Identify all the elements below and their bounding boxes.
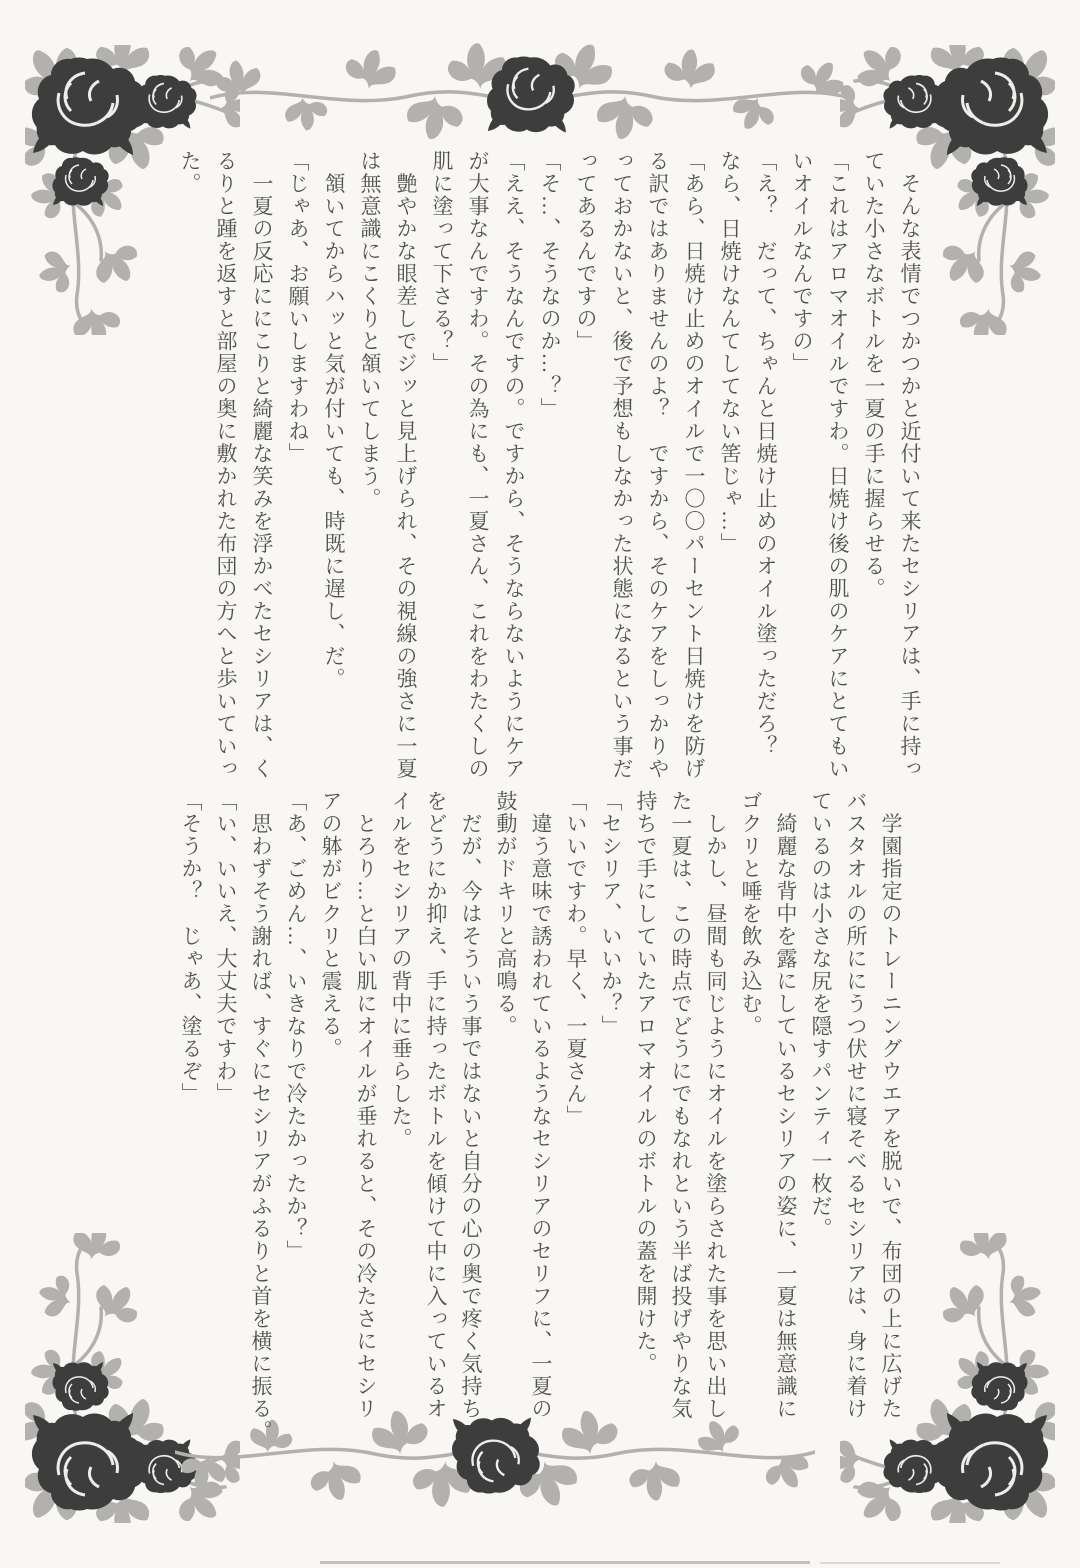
text-line: ているのは小さな尻を隠すパンティ一枚だ。 xyxy=(809,790,833,1240)
text-line: 「あ、ごめん…、いきなりで冷たかったか？」 xyxy=(284,790,308,1263)
text-line: ていた小さなボトルを一夏の手に握らせる。 xyxy=(862,150,886,600)
text-line: しかし、昼間も同じようにオイルを塗らされた事を思い出し xyxy=(704,790,728,1420)
text-line: 「いいですわ。早く、一夏さん」 xyxy=(564,790,588,1128)
text-line: とろり…と白い肌にオイルが垂れると、その冷たさにセシリ xyxy=(354,790,378,1420)
text-line: が大事なんですわ。その為にも、一夏さん、これをわたくしの xyxy=(466,150,490,780)
text-line: 「い、いいえ、大丈夫ですわ」 xyxy=(214,790,238,1105)
text-block-top xyxy=(172,150,928,850)
text-line: 「ええ、そうなんですの。ですから、そうならないようにケア xyxy=(502,150,526,780)
text-line: イルをセシリアの背中に垂らした。 xyxy=(389,790,413,1150)
text-line: 肌に塗って下さる？」 xyxy=(430,150,454,375)
text-line: 学園指定のトレーニングウエアを脱いで、布団の上に広げた xyxy=(879,790,903,1420)
text-line: バスタオルの所ににうつ伏せに寝そべるセシリアは、身に着け xyxy=(844,790,868,1420)
text-line: 艶やかな眼差しでジッと見上げられ、その視線の強さに一夏 xyxy=(394,150,418,780)
text-line: ってあるんですの」 xyxy=(574,150,598,353)
text-line: 「あら、日焼け止めのオイルで一〇〇パーセント日焼けを防げ xyxy=(682,150,706,780)
scan-edge-artifact xyxy=(320,1561,810,1564)
text-line: いオイルなんですの」 xyxy=(790,150,814,375)
text-line: た。 xyxy=(178,150,202,195)
text-line: 違う意味で誘われているようなセシリアのセリフに、一夏の xyxy=(529,790,553,1420)
text-line: 一夏の反応ににこりと綺麗な笑みを浮かべたセシリアは、く xyxy=(250,150,274,780)
scan-edge-artifact xyxy=(820,1562,1000,1564)
text-line: た一夏は、この時点でどうにでもなれという半ば投げやりな気 xyxy=(669,790,693,1420)
text-line: 「じゃあ、お願いしますわね」 xyxy=(286,150,310,465)
text-line: 「そうか？ じゃあ、塗るぞ」 xyxy=(179,790,203,1105)
text-block-bottom xyxy=(173,790,908,1490)
text-line: る訳ではありませんのよ？ ですから、そのケアをしっかりや xyxy=(646,150,670,780)
text-line: 「え？ だって、ちゃんと日焼け止めのオイル塗っただろ？ xyxy=(754,150,778,758)
text-line: 思わずそう謝れば、すぐにセシリアがふるりと首を横に振る。 xyxy=(249,790,273,1443)
text-line: をどうにか抑え、手に持ったボトルを傾けて中に入っているオ xyxy=(424,790,448,1420)
text-line: 綺麗な背中を露にしているセシリアの姿に、一夏は無意識に xyxy=(774,790,798,1420)
text-line: 頷いてからハッと気が付いても、時既に遅し、だ。 xyxy=(322,150,346,690)
text-line: るりと踵を返すと部屋の奥に敷かれた布団の方へと歩いていっ xyxy=(214,150,238,780)
text-line: 「セシリア、いいか？」 xyxy=(599,790,623,1038)
text-line: アの躰がビクリと震える。 xyxy=(319,790,343,1060)
text-line: 持ちで手にしていたアロマオイルのボトルの蓋を開けた。 xyxy=(634,790,658,1375)
text-line: 「そ…、そうなのか…？」 xyxy=(538,150,562,420)
text-line: なら、日焼けなんてしてない筈じゃ…」 xyxy=(718,150,742,555)
text-line: っておかないと、後で予想もしなかった状態になるという事だ xyxy=(610,150,634,780)
floral-garland-top-icon xyxy=(210,36,850,141)
text-line: 「これはアロマオイルですわ。日焼け後の肌のケアにとてもい xyxy=(826,150,850,780)
text-line: は無意識にこくりと頷いてしまう。 xyxy=(358,150,382,510)
text-line: ゴクリと唾を飲み込む。 xyxy=(739,790,763,1038)
text-line: 鼓動がドキリと高鳴る。 xyxy=(494,790,518,1038)
text-line: そんな表情でつかつかと近付いて来たセシリアは、手に持っ xyxy=(898,150,922,780)
text-line: だが、今はそういう事ではないと自分の心の奥で疼く気持ち xyxy=(459,790,483,1420)
